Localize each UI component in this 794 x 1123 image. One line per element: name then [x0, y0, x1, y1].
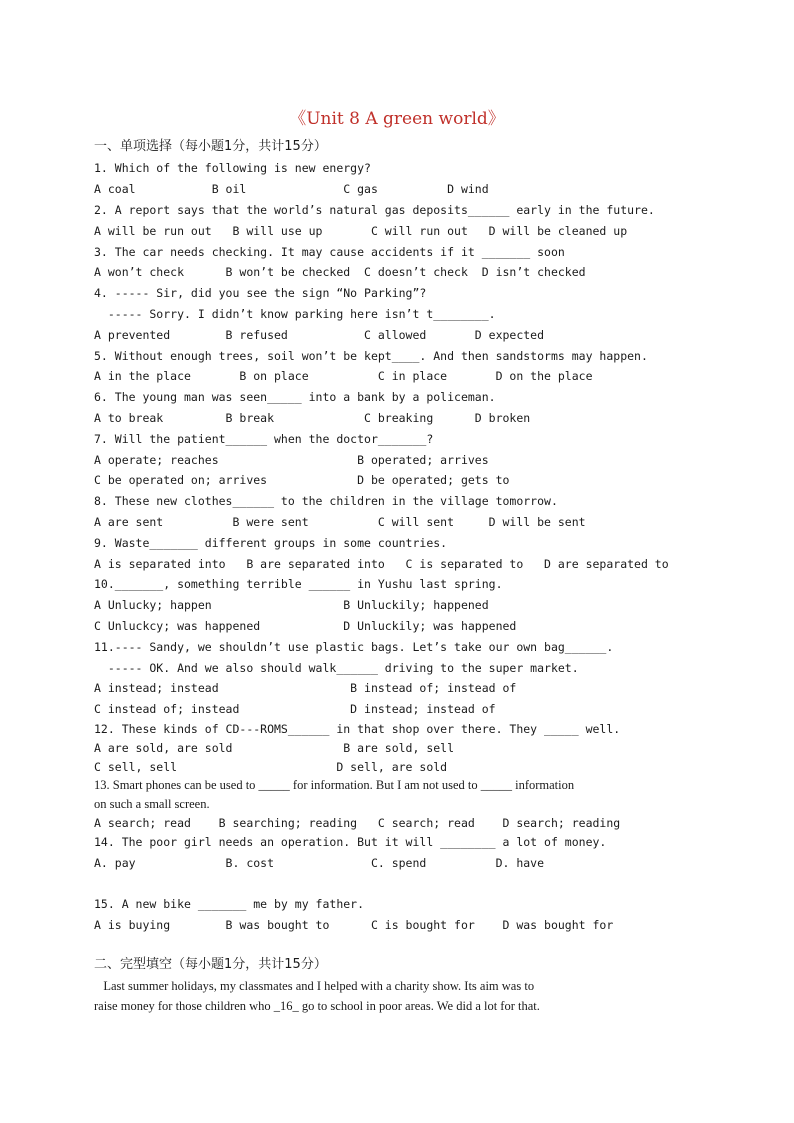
question-line: 1. Which of the following is new energy?: [94, 161, 371, 175]
question-line: ----- Sorry. I didn’t know parking here isn’t t________.: [94, 307, 496, 321]
question-line: 12. These kinds of CD---ROMS______ in that shop over there. They _____ well.: [94, 722, 621, 736]
question-line: 4. ----- Sir, did you see the sign “No Parking”?: [94, 286, 427, 300]
question-line: A coal B oil C gas D wind: [94, 182, 489, 196]
question-line: 9. Waste_______ different groups in some countries.: [94, 536, 448, 550]
question-line: 3. The car needs checking. It may cause accidents if it _______ soon: [94, 245, 565, 259]
question-14-stem: 14. The poor girl needs an operation. But it will ________ a lot of money.: [94, 835, 607, 849]
question-line: 5. Without enough trees, soil won’t be kept____. And then sandstorms may happen.: [94, 349, 648, 363]
passage-line: Last summer holidays, my classmates and I helped with a charity show. Its aim was to: [94, 979, 535, 993]
question-line: 8. These new clothes______ to the children in the village tomorrow.: [94, 494, 558, 508]
question-15-options: A is buying B was bought to C is bought for D was bought for: [94, 918, 614, 932]
question-line: A in the place B on place C in place D on the place: [94, 369, 593, 383]
question-line: A is separated into B are separated into C is separated to D are separated to: [94, 557, 669, 571]
question-line: 7. Will the patient______ when the doctor_______?: [94, 432, 434, 446]
section-heading-single-choice: 一、单项选择（每小题1分，共计15分）: [94, 139, 327, 154]
question-line: C be operated on; arrives D be operated; gets to: [94, 473, 510, 487]
question-line: A will be run out B will use up C will run out D will be cleaned up: [94, 224, 628, 238]
passage-line: raise money for those children who _16_ go to school in poor areas. We did a lot for that.: [94, 999, 540, 1013]
question-13-options: A search; read B searching; reading C search; read D search; reading: [94, 816, 621, 830]
section-heading-cloze: 二、完型填空（每小题1分，共计15分）: [94, 957, 327, 972]
question-line: A prevented B refused C allowed D expected: [94, 328, 545, 342]
question-line: 10._______, something terrible ______ in Yushu last spring.: [94, 577, 503, 591]
question-line: A are sold, are sold B are sold, sell: [94, 741, 455, 755]
question-line: A to break B break C breaking D broken: [94, 411, 531, 425]
question-line: C instead of; instead D instead; instead of: [94, 702, 496, 716]
question-line: A Unlucky; happen B Unluckily; happened: [94, 598, 489, 612]
question-line: A instead; instead B instead of; instead of: [94, 681, 517, 695]
question-line: ----- OK. And we also should walk______ driving to the super market.: [94, 661, 579, 675]
question-line: 2. A report says that the world’s natural gas deposits______ early in the future.: [94, 203, 655, 217]
question-15-stem: 15. A new bike _______ me by my father.: [94, 897, 365, 911]
question-line: A won’t check B won’t be checked C doesn’t check D isn’t checked: [94, 265, 586, 279]
question-line: 11.---- Sandy, we shouldn’t use plastic bags. Let’s take our own bag______.: [94, 640, 614, 654]
question-line: 6. The young man was seen_____ into a bank by a policeman.: [94, 390, 496, 404]
question-line: C sell, sell D sell, are sold: [94, 760, 448, 774]
question-line: C Unluckcy; was happened D Unluckily; was happened: [94, 619, 517, 633]
question-14-options: A. pay B. cost C. spend D. have: [94, 856, 545, 870]
question-13-stem: 13. Smart phones can be used to _____ for information. But I am not used to _____ information: [94, 778, 575, 792]
question-line: A operate; reaches B operated; arrives: [94, 453, 489, 467]
question-13-stem-cont: on such a small screen.: [94, 797, 210, 811]
page-title: 《Unit 8 A green world》: [289, 109, 505, 129]
question-line: A are sent B were sent C will sent D will be sent: [94, 515, 586, 529]
